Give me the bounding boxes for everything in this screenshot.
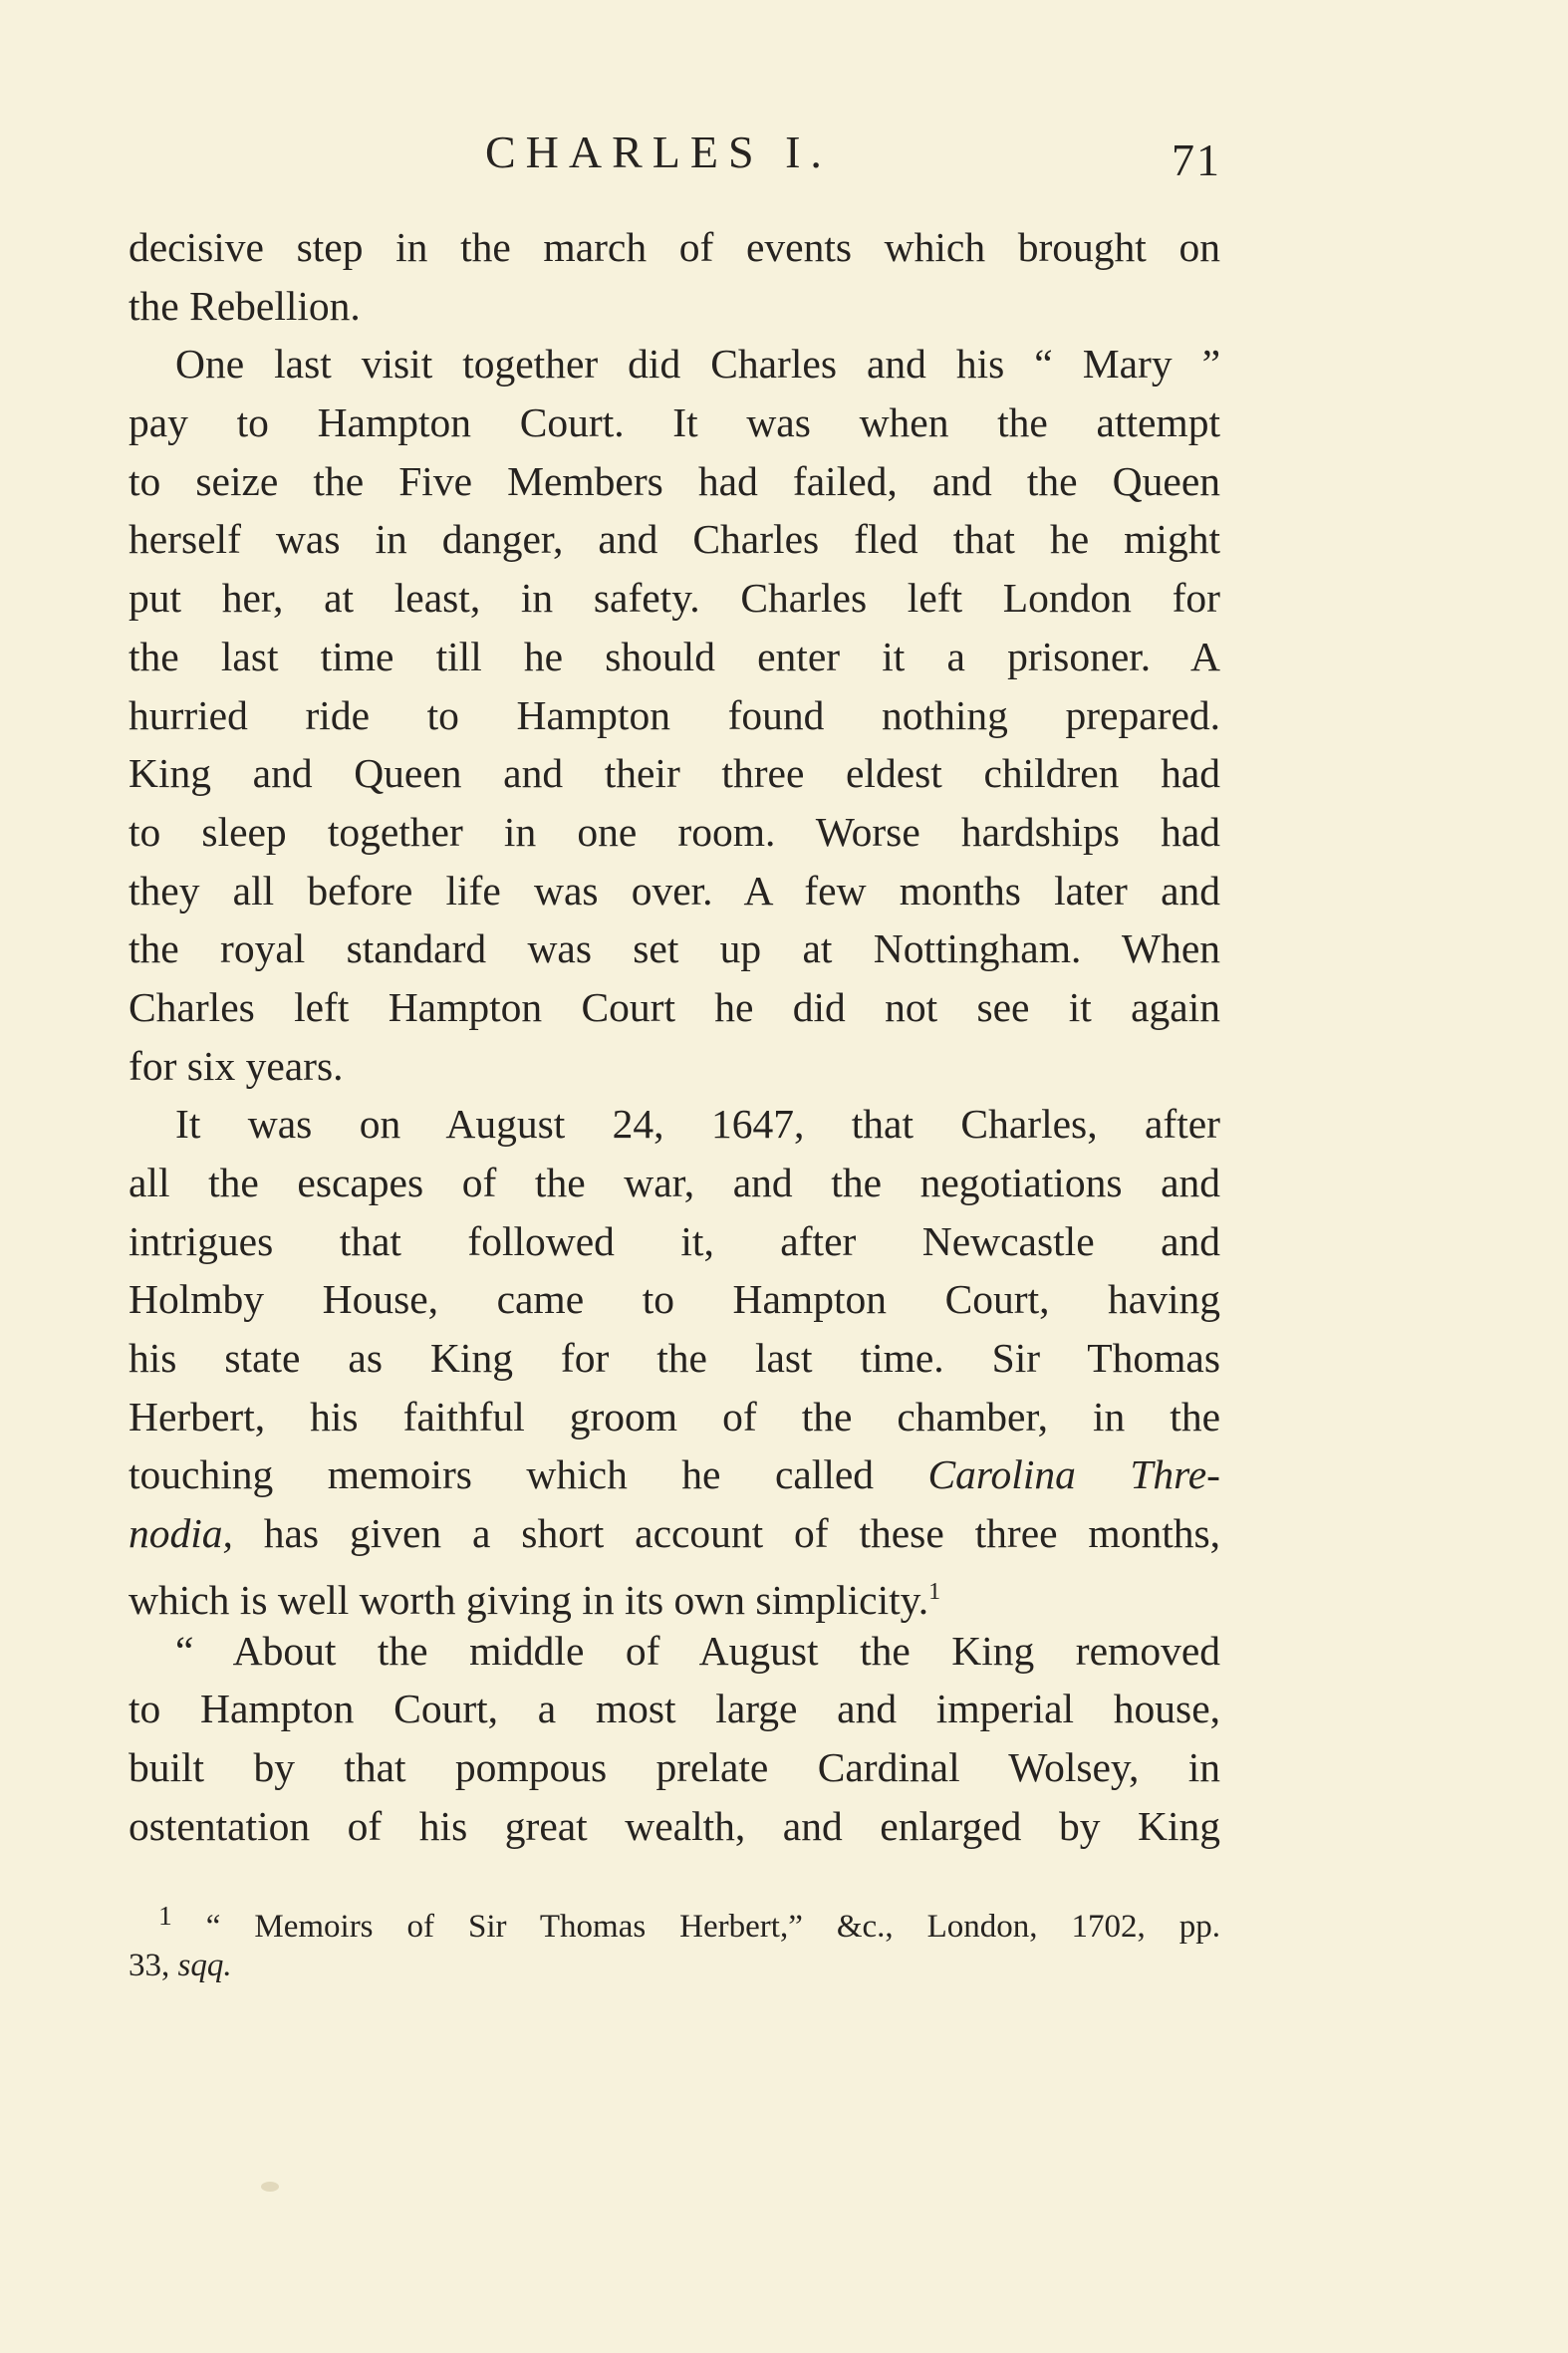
- line-text: his state as King for the last time. Sir Thomas: [129, 1335, 1220, 1382]
- text-line: [129, 686, 1220, 745]
- text-line: [129, 1037, 1220, 1096]
- text-line: [129, 803, 1220, 862]
- text-line: [129, 510, 1220, 569]
- line-text: pay to Hampton Court. It was when the attempt: [129, 399, 1220, 446]
- line-text: decisive step in the march of events which brought on: [129, 224, 1220, 270]
- line-text: touching memoirs which he called: [129, 1451, 875, 1498]
- line-text: It was on August 24, 1647, that Charles, after: [175, 1101, 1220, 1148]
- italic-title: nodia,: [129, 1510, 233, 1557]
- line-text: to Hampton Court, a most large and imperial house,: [129, 1686, 1220, 1732]
- line-text: the last time till he should enter it a prisoner. A: [129, 633, 1220, 679]
- text-line: [129, 1738, 1220, 1797]
- text-line: [129, 1329, 1220, 1388]
- running-title: CHARLES I.: [485, 127, 832, 177]
- line-text: all the escapes of the war, and the negotiations and: [129, 1160, 1220, 1205]
- line-text: King and Queen and their three eldest children had: [129, 750, 1220, 797]
- line-text: ostentation of his great wealth, and enlarged by King: [129, 1802, 1220, 1849]
- text-line: [129, 744, 1220, 803]
- text-line: [129, 1504, 1220, 1563]
- text-line: [129, 1445, 1220, 1504]
- paper-smudge: [261, 2182, 279, 2192]
- text-line: [129, 1095, 1220, 1154]
- footnote-marker: 1: [158, 1900, 172, 1931]
- line-text: built by that pompous prelate Cardinal Wolsey, in: [129, 1743, 1220, 1790]
- text-line: [129, 978, 1220, 1037]
- line-text: Herbert, his faithful groom of the chamber, in the: [129, 1393, 1220, 1439]
- line-text: the royal standard was set up at Nottingham. When: [129, 925, 1220, 972]
- text-line: [129, 1212, 1220, 1271]
- line-text: intrigues that followed it, after Newcastle and: [129, 1217, 1220, 1264]
- text-line: [129, 452, 1220, 511]
- line-text: One last visit together did Charles and his “ Mary ”: [175, 341, 1220, 388]
- text-line: [129, 1154, 1220, 1212]
- text-line: [129, 218, 1220, 277]
- text-line: [129, 277, 1220, 336]
- text-line: [129, 1680, 1220, 1738]
- text-line: [129, 1388, 1220, 1446]
- line-text: the Rebellion.: [129, 282, 361, 329]
- running-head: [0, 118, 1568, 187]
- body-text: [129, 218, 1220, 1855]
- line-text: Charles left Hampton Court he did not see it again: [129, 983, 1220, 1030]
- line-text: has given a short account of these three months,: [232, 1510, 1220, 1557]
- line-text: which is well worth giving in its own simplicity.: [129, 1576, 929, 1623]
- line-text: to seize the Five Members had failed, and the Queen: [129, 457, 1220, 504]
- italic-title: Carolina Thre-: [927, 1451, 1221, 1498]
- footnote-text: “ Memoirs of Sir Thomas Herbert,” &c., London, 1702, pp.: [171, 1909, 1220, 1945]
- footnote-line: [129, 1941, 1220, 1990]
- footnote-text: 33,: [129, 1948, 170, 1983]
- text-line: [129, 1270, 1220, 1329]
- text-line: [129, 1622, 1220, 1681]
- text-line: [129, 335, 1220, 393]
- text-line: [129, 1563, 1220, 1622]
- footnote-reference[interactable]: 1: [928, 1578, 941, 1605]
- line-text: Holmby House, came to Hampton Court, having: [129, 1276, 1220, 1323]
- line-text: put her, at least, in safety. Charles left London for: [129, 575, 1220, 622]
- footnote-italic: sqq.: [177, 1948, 232, 1983]
- text-line: [129, 919, 1220, 978]
- footnotes: [129, 1891, 1220, 1990]
- line-text: “ About the middle of August the King removed: [175, 1627, 1220, 1674]
- footnote-line: [129, 1891, 1220, 1945]
- line-text: herself was in danger, and Charles fled that he might: [129, 516, 1220, 563]
- line-text: hurried ride to Hampton found nothing prepared.: [129, 691, 1220, 738]
- text-line: [129, 862, 1220, 920]
- line-text: to sleep together in one room. Worse hardships had: [129, 808, 1220, 855]
- text-line: [129, 1797, 1220, 1856]
- text-line: [129, 628, 1220, 686]
- text-line: [129, 393, 1220, 452]
- page-number: 71: [1172, 134, 1221, 185]
- text-line: [129, 569, 1220, 628]
- line-text: they all before life was over. A few months later and: [129, 867, 1220, 914]
- line-text: for six years.: [129, 1042, 344, 1089]
